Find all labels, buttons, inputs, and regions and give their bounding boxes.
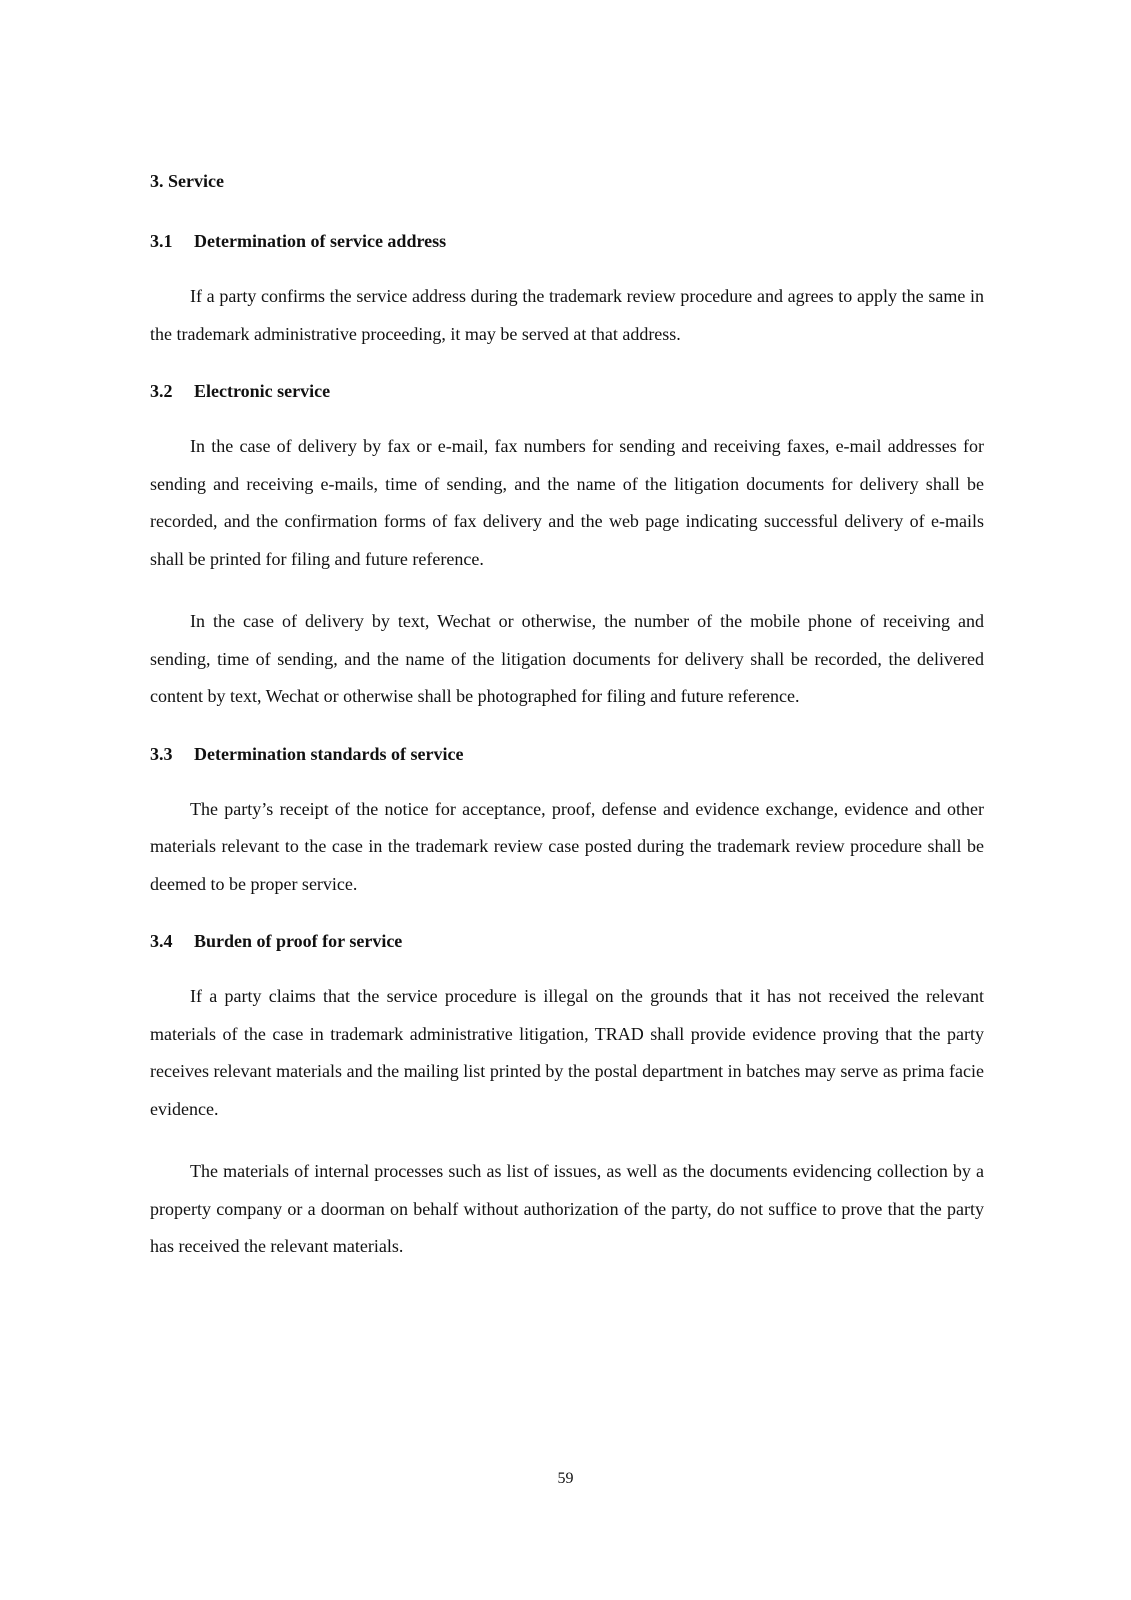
subsection-number: 3.3 [150, 743, 173, 764]
paragraph: In the case of delivery by text, Wechat or otherwise, the number of the mobile phone of receiving and sending, time of sending, and the name of the litigation documents for delivery shall be recorded, the delivered content by text, Wechat or otherwise shall be photographed for filing and future reference. [150, 611, 984, 706]
subsection-title: Electronic service [194, 381, 331, 401]
subsection-heading [150, 228, 984, 254]
subsection-3-2 [150, 378, 984, 716]
subsection-title: Determination of service address [194, 231, 447, 251]
paragraph: In the case of delivery by fax or e-mail, fax numbers for sending and receiving faxes, e-mail addresses for sending and receiving e-mails, time of sending, and the name of the litigation documents for delivery shall be recorded, and the confirmation forms of fax delivery and the web page indicating successful delivery of e-mails shall be printed for filing and future reference. [150, 436, 984, 569]
paragraph: The materials of internal processes such as list of issues, as well as the documents evidencing collection by a property company or a doorman on behalf without authorization of the party, do not suffice to prove that the party has received the relevant materials. [150, 1161, 984, 1256]
subsection-title: Determination standards of service [194, 743, 464, 764]
paragraph: If a party confirms the service address during the trademark review procedure and agrees to apply the same in the trademark administrative proceeding, it may be served at that address. [150, 286, 984, 344]
paragraph: The party’s receipt of the notice for acceptance, proof, defense and evidence exchange, evidence and other materials relevant to the case in the trademark review case posted during the trademark review procedure shall be deemed to be proper service. [150, 798, 984, 894]
subsection-heading [150, 378, 984, 404]
subsection-heading [150, 741, 984, 767]
section-title: 3. Service [150, 171, 224, 191]
paragraph: If a party claims that the service procedure is illegal on the grounds that it has not received the relevant materials of the case in trademark administrative litigation, TRAD shall provide evidence proving that the party receives relevant materials and the mailing list printed by the postal department in batches may serve as prima facie evidence. [150, 986, 984, 1119]
page-number: 59 [557, 1470, 574, 1487]
subsection-3-1 [150, 228, 984, 353]
subsection-title: Burden of proof for service [194, 931, 403, 951]
subsection-number: 3.2 [150, 381, 173, 401]
subsection-number: 3.4 [150, 931, 173, 951]
subsection-number: 3.1 [150, 231, 173, 251]
subsection-heading [150, 928, 984, 954]
subsection-3-4 [150, 928, 984, 1266]
subsection-3-3 [150, 741, 984, 904]
document-page [150, 168, 984, 1291]
